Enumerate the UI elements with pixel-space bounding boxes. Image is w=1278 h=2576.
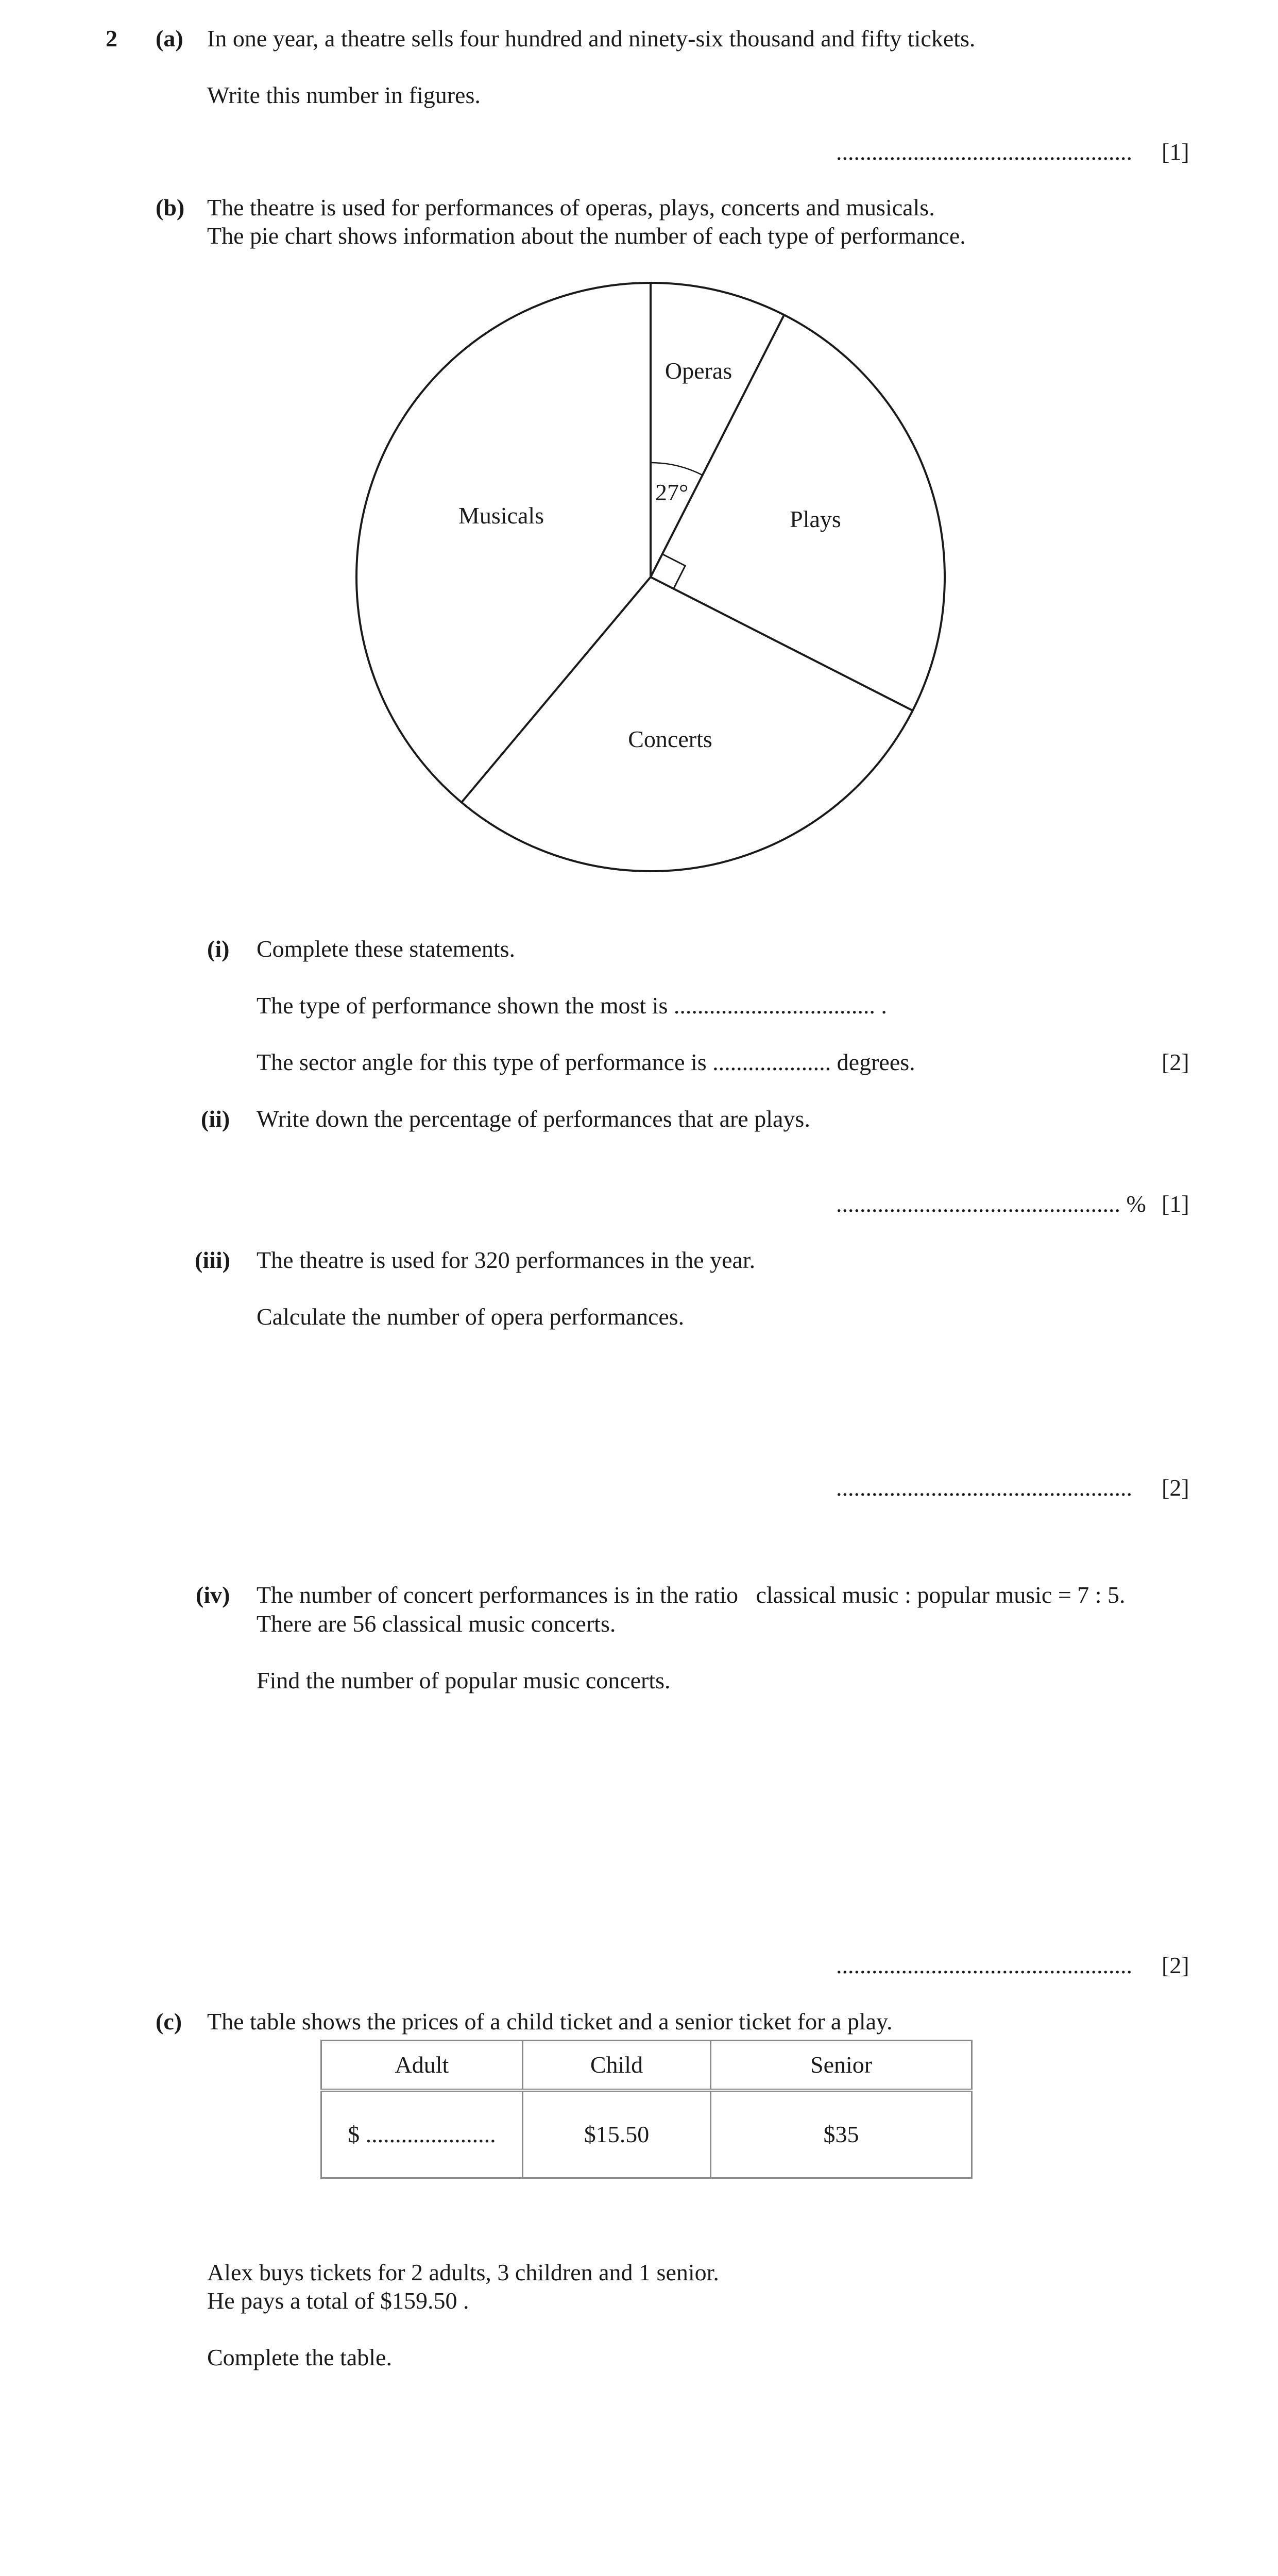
angle-arc-27 (651, 463, 703, 475)
part-b-iii-instruction: Calculate the number of opera performances. (257, 1303, 685, 1330)
part-b-iii-marks: [2] (1162, 1475, 1189, 1501)
part-b-iii-answer-line[interactable]: .................................................. (836, 1475, 1132, 1501)
right-angle-marker (662, 554, 686, 588)
slice-label-operas: Operas (664, 358, 732, 384)
part-b-label: (b) (156, 194, 185, 221)
part-a-marks: [1] (1162, 139, 1189, 165)
ticket-price-table (320, 2040, 973, 2179)
part-a-answer-line[interactable]: .................................................. (836, 139, 1132, 165)
part-c-instruction: Complete the table. (207, 2344, 392, 2370)
part-b-i-text: Complete these statements. (257, 936, 516, 962)
part-b-i-statement2[interactable]: The sector angle for this type of performance is .................... degrees. (257, 1049, 915, 1075)
part-b-i-statement1[interactable]: The type of performance shown the most is .................................. . (257, 992, 887, 1019)
part-b-iii-label: (iii) (195, 1247, 230, 1273)
slice-label-musicals: Musicals (458, 502, 544, 529)
part-c-line2: He pays a total of $159.50 . (207, 2287, 469, 2314)
adult-price-answer[interactable]: $ ...................... (321, 2090, 523, 2178)
part-b-iii-text: The theatre is used for 320 performances in the year. (257, 1247, 756, 1273)
part-c-text: The table shows the prices of a child ticket and a senior ticket for a play. (207, 2008, 893, 2035)
part-a-instruction: Write this number in figures. (207, 82, 481, 108)
part-b-iv-marks: [2] (1162, 1952, 1189, 1978)
part-b-i-label: (i) (207, 936, 230, 962)
part-b-ii-answer-line[interactable]: ................................................ % (836, 1191, 1146, 1217)
table-value-row (321, 2090, 972, 2178)
pie-chart (0, 0, 1278, 876)
part-b-iv-instruction: Find the number of popular music concerts. (257, 1667, 671, 1693)
part-b-ii-label: (ii) (201, 1106, 230, 1132)
radius-operas-plays (651, 315, 784, 577)
part-b-iv-label: (iv) (196, 1582, 230, 1608)
part-a-label: (a) (156, 25, 183, 52)
part-b-i-marks: [2] (1162, 1049, 1189, 1075)
part-b-iv-line2: There are 56 classical music concerts. (257, 1611, 616, 1637)
slice-label-plays: Plays (790, 506, 841, 532)
senior-price: $35 (711, 2090, 972, 2178)
header-senior: Senior (711, 2041, 972, 2091)
radius-plays-concerts (651, 577, 913, 710)
question-number: 2 (106, 25, 117, 52)
part-b-line1: The theatre is used for performances of operas, plays, concerts and musicals. (207, 194, 935, 221)
part-b-iv-answer-line[interactable]: .................................................. (836, 1952, 1132, 1978)
part-b-ii-marks: [1] (1162, 1191, 1189, 1217)
header-adult: Adult (321, 2041, 523, 2091)
slice-label-concerts: Concerts (628, 726, 712, 752)
part-b-line2: The pie chart shows information about the number of each type of performance. (207, 223, 966, 249)
part-c-line1: Alex buys tickets for 2 adults, 3 children and 1 senior. (207, 2259, 719, 2285)
header-child: Child (522, 2041, 710, 2091)
part-a-text: In one year, a theatre sells four hundred and ninety-six thousand and fifty tickets. (207, 25, 976, 52)
part-c-label: (c) (156, 2008, 182, 2035)
part-b-ii-text: Write down the percentage of performances that are plays. (257, 1106, 810, 1132)
angle-label-27: 27° (655, 479, 689, 505)
radius-concerts-musicals (462, 577, 651, 802)
part-b-iv-line1: The number of concert performances is in the ratio classical music : popular music = 7 : 5. (257, 1582, 1126, 1608)
table-header-row (321, 2041, 972, 2091)
child-price: $15.50 (522, 2090, 710, 2178)
